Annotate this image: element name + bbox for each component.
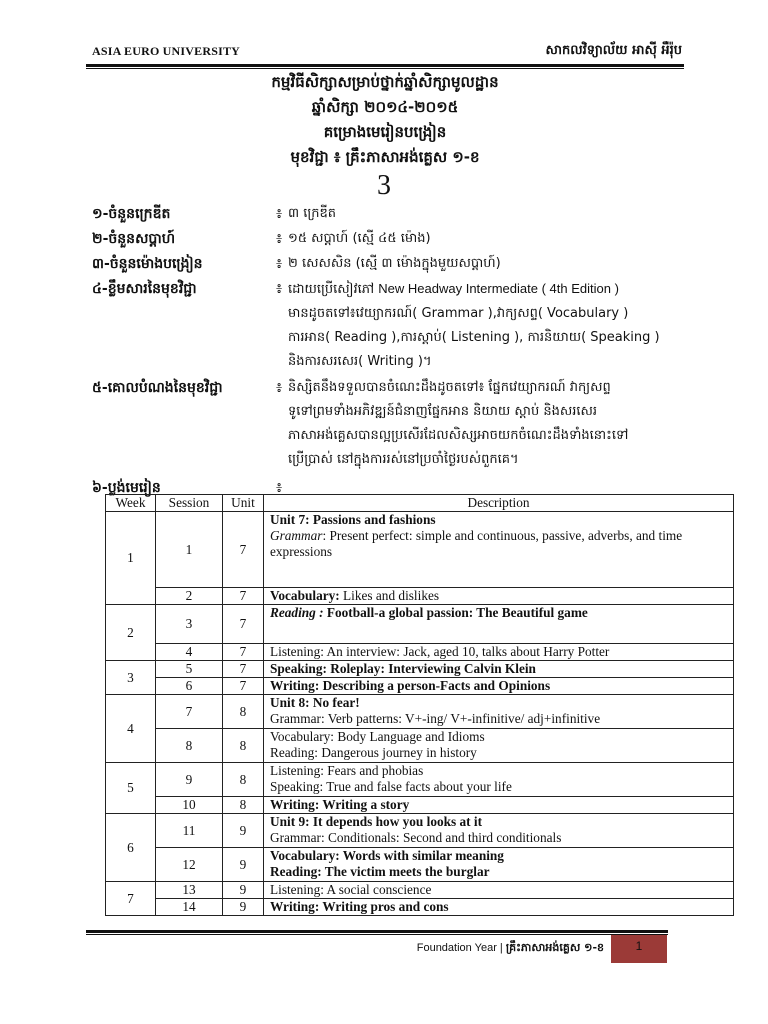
colon: ៖ bbox=[276, 480, 283, 496]
footer-divider-thin bbox=[86, 934, 668, 935]
description-cell bbox=[264, 763, 734, 797]
session-cell: 10 bbox=[156, 797, 223, 814]
description-cell: Listening: An interview: Jack, aged 10, talks about Harry Potter bbox=[264, 644, 734, 661]
description-cell bbox=[264, 695, 734, 729]
content-line1a: ដោយប្រើសៀវភៅ bbox=[288, 282, 379, 297]
desc-bold: Football-a global passion: The Beautiful game bbox=[323, 605, 588, 620]
page-number: 1 bbox=[635, 939, 643, 953]
session-cell: 9 bbox=[156, 763, 223, 797]
week-cell: 5 bbox=[106, 763, 156, 814]
session-cell: 11 bbox=[156, 814, 223, 848]
session-cell: 14 bbox=[156, 899, 223, 916]
colon: ៖ bbox=[276, 281, 283, 297]
info-row-weeks bbox=[92, 227, 692, 252]
content-line2: មានដូចតទៅ៖វេយ្យាករណ៍( Grammar ),វាក្យសព្ទ( Vocabulary ) bbox=[288, 306, 629, 321]
session-cell: 5 bbox=[156, 661, 223, 678]
session-cell: 7 bbox=[156, 695, 223, 729]
unit-cell: 9 bbox=[223, 882, 264, 899]
desc-heading: Unit 8: No fear! bbox=[270, 695, 360, 710]
session-cell: 2 bbox=[156, 588, 223, 605]
col-header-description: Description bbox=[264, 495, 734, 512]
description-cell bbox=[264, 512, 734, 588]
unit-cell: 7 bbox=[223, 661, 264, 678]
colon: ៖ bbox=[276, 206, 283, 222]
desc-heading: Unit 7: Passions and fashions bbox=[270, 512, 436, 527]
week-cell: 2 bbox=[106, 605, 156, 661]
week-cell: 4 bbox=[106, 695, 156, 763]
program-title: កម្មវិធីសិក្សាសម្រាប់ថ្នាក់ឆ្នាំសិក្សាមូលដ្ឋាន bbox=[271, 73, 499, 91]
description-cell bbox=[264, 605, 734, 644]
unit-cell: 7 bbox=[223, 605, 264, 644]
footer-label-en: Foundation Year | bbox=[416, 942, 506, 954]
section-number: 3 bbox=[377, 170, 391, 201]
week-cell: 1 bbox=[106, 512, 156, 605]
table-row bbox=[106, 899, 734, 916]
desc-bold: Vocabulary: bbox=[270, 588, 340, 603]
table-row bbox=[106, 763, 734, 797]
session-cell: 12 bbox=[156, 848, 223, 882]
footer-label-kh: គ្រឹះភាសាអង់គ្លេស ១-ខ bbox=[505, 941, 604, 954]
page-header bbox=[92, 42, 682, 62]
university-name-en: ASIA EURO UNIVERSITY bbox=[92, 44, 241, 58]
weeks-value: ១៥ សប្តាហ៍ (ស្មើ ៤៥ ម៉ោង) bbox=[288, 231, 431, 246]
desc-italic: Reading : bbox=[270, 605, 324, 620]
description-cell bbox=[264, 848, 734, 882]
lesson-plan-title: គម្រោងមេរៀនបង្រៀន bbox=[323, 123, 447, 141]
objectives-line3: ភាសាអង់គ្លេសបានល្អប្រសើរដែលសិស្សអាចយកចំណេះដឹងទាំងនោះទៅ bbox=[288, 428, 629, 443]
textbook-name: New Headway Intermediate ( 4th Edition ) bbox=[378, 281, 619, 296]
colon: ៖ bbox=[276, 231, 283, 247]
description-cell bbox=[264, 588, 734, 605]
unit-cell: 7 bbox=[223, 512, 264, 588]
description-cell: Speaking: Roleplay: Interviewing Calvin Klein bbox=[264, 661, 734, 678]
unit-cell: 8 bbox=[223, 763, 264, 797]
week-cell: 6 bbox=[106, 814, 156, 882]
objectives-value bbox=[288, 376, 692, 472]
description-cell: Listening: A social conscience bbox=[264, 882, 734, 899]
document-titles bbox=[86, 70, 684, 170]
schedule-table bbox=[105, 494, 734, 916]
unit-cell: 7 bbox=[223, 644, 264, 661]
col-header-unit: Unit bbox=[223, 495, 264, 512]
col-header-week: Week bbox=[106, 495, 156, 512]
desc-text-2: Speaking: True and false facts about your life bbox=[270, 779, 512, 794]
table-row bbox=[106, 695, 734, 729]
description-cell bbox=[264, 729, 734, 763]
header-divider bbox=[86, 64, 684, 67]
table-row bbox=[106, 678, 734, 695]
unit-cell: 7 bbox=[223, 588, 264, 605]
colon: ៖ bbox=[276, 380, 283, 396]
academic-year: ឆ្នាំសិក្សា ២០១៤-២០១៥ bbox=[311, 98, 459, 116]
credits-label: ១-ចំនួនក្រេឌីត bbox=[92, 206, 171, 222]
unit-cell: 9 bbox=[223, 899, 264, 916]
week-cell: 7 bbox=[106, 882, 156, 916]
desc-text: Grammar: Verb patterns: V+-ing/ V+-infinitive/ adj+infinitive bbox=[270, 711, 601, 726]
desc-text-2: Reading: Dangerous journey in history bbox=[270, 745, 477, 760]
subject-title: មុខវិជ្ជា ៖ គ្រឹះភាសាអង់គ្លេស ១-ខ bbox=[290, 148, 480, 166]
description-cell: Writing: Writing a story bbox=[264, 797, 734, 814]
objectives-line1: និស្សិតនឹងទទួលបានចំណេះដឹងដូចតទៅ៖ ផ្នែកវេយ្យាករណ៍ វាក្យសព្ទ bbox=[288, 380, 611, 395]
table-row bbox=[106, 797, 734, 814]
info-row-hours bbox=[92, 252, 692, 277]
table-row bbox=[106, 605, 734, 644]
content-value bbox=[288, 277, 692, 374]
desc-heading: Unit 9: It depends how you looks at it bbox=[270, 814, 483, 829]
table-row bbox=[106, 512, 734, 588]
col-header-session: Session bbox=[156, 495, 223, 512]
session-cell: 13 bbox=[156, 882, 223, 899]
info-row-content bbox=[92, 277, 692, 376]
credits-value: ៣ ក្រេឌីត bbox=[288, 206, 336, 221]
unit-cell: 7 bbox=[223, 678, 264, 695]
objectives-label: ៥-គោលបំណងនៃមុខវិជ្ជា bbox=[92, 380, 223, 396]
hours-value: ២ សេសសិន (ស្មើ ៣ ម៉ោងក្នុងមួយសប្តាហ៍) bbox=[288, 256, 501, 271]
colon: ៖ bbox=[276, 256, 283, 272]
desc-text: Grammar: Conditionals: Second and third conditionals bbox=[270, 830, 562, 845]
unit-cell: 8 bbox=[223, 729, 264, 763]
footer-divider bbox=[86, 930, 668, 933]
content-line3: ការអាន( Reading ),ការស្តាប់( Listening ), ការនិយាយ( Speaking ) bbox=[288, 330, 660, 345]
table-row bbox=[106, 588, 734, 605]
session-cell: 4 bbox=[156, 644, 223, 661]
info-row-objectives bbox=[92, 376, 692, 476]
table-row bbox=[106, 644, 734, 661]
unit-cell: 9 bbox=[223, 814, 264, 848]
plan-label: ៦-ប្លង់មេរៀន bbox=[92, 480, 161, 496]
week-cell: 3 bbox=[106, 661, 156, 695]
info-row-credits bbox=[92, 202, 692, 227]
table-row bbox=[106, 814, 734, 848]
header-divider-thin bbox=[86, 68, 684, 69]
session-cell: 8 bbox=[156, 729, 223, 763]
desc-text: Listening: Fears and phobias bbox=[270, 763, 424, 778]
session-cell: 6 bbox=[156, 678, 223, 695]
university-name-kh: សាកលវិទ្យាល័យ អាស៊ី អឺរ៉ុប bbox=[545, 43, 682, 58]
description-cell: Writing: Describing a person-Facts and Opinions bbox=[264, 678, 734, 695]
desc-italic: Grammar bbox=[270, 528, 323, 543]
session-cell: 3 bbox=[156, 605, 223, 644]
desc-text: Vocabulary: Body Language and Idioms bbox=[270, 729, 485, 744]
table-row bbox=[106, 882, 734, 899]
course-info bbox=[92, 202, 692, 500]
session-cell: 1 bbox=[156, 512, 223, 588]
unit-cell: 9 bbox=[223, 848, 264, 882]
table-row bbox=[106, 848, 734, 882]
footer-text bbox=[330, 940, 604, 956]
unit-cell: 8 bbox=[223, 695, 264, 729]
table-row bbox=[106, 661, 734, 678]
description-cell bbox=[264, 814, 734, 848]
table-row bbox=[106, 729, 734, 763]
desc-text: : Present perfect: simple and continuous, passive, adverbs, and time expressions bbox=[270, 528, 683, 559]
objectives-line4: ប្រើប្រាស់ នៅក្នុងការរស់នៅប្រចាំថ្ងៃរបស់ពួកគេ។ bbox=[288, 452, 519, 467]
weeks-label: ២-ចំនួនសប្តាហ៍ bbox=[92, 231, 176, 247]
content-label: ៤-ខ្លឹមសារនៃមុខវិជ្ជា bbox=[92, 281, 197, 297]
hours-label: ៣-ចំនួនម៉ោងបង្រៀន bbox=[92, 256, 203, 272]
desc-text: Likes and dislikes bbox=[339, 588, 440, 603]
description-cell: Writing: Writing pros and cons bbox=[264, 899, 734, 916]
desc-heading-2: Reading: The victim meets the burglar bbox=[270, 864, 490, 879]
content-line4: និងការសរសេរ( Writing )។ bbox=[288, 354, 432, 369]
desc-heading: Vocabulary: Words with similar meaning bbox=[270, 848, 504, 863]
table-header-row bbox=[106, 495, 734, 512]
objectives-line2: ទូទៅព្រមទាំងអភិវឌ្ឍន៍ជំនាញផ្នែកអាន និយាយ ស្តាប់ និងសរសេរ bbox=[288, 404, 597, 419]
unit-cell: 8 bbox=[223, 797, 264, 814]
